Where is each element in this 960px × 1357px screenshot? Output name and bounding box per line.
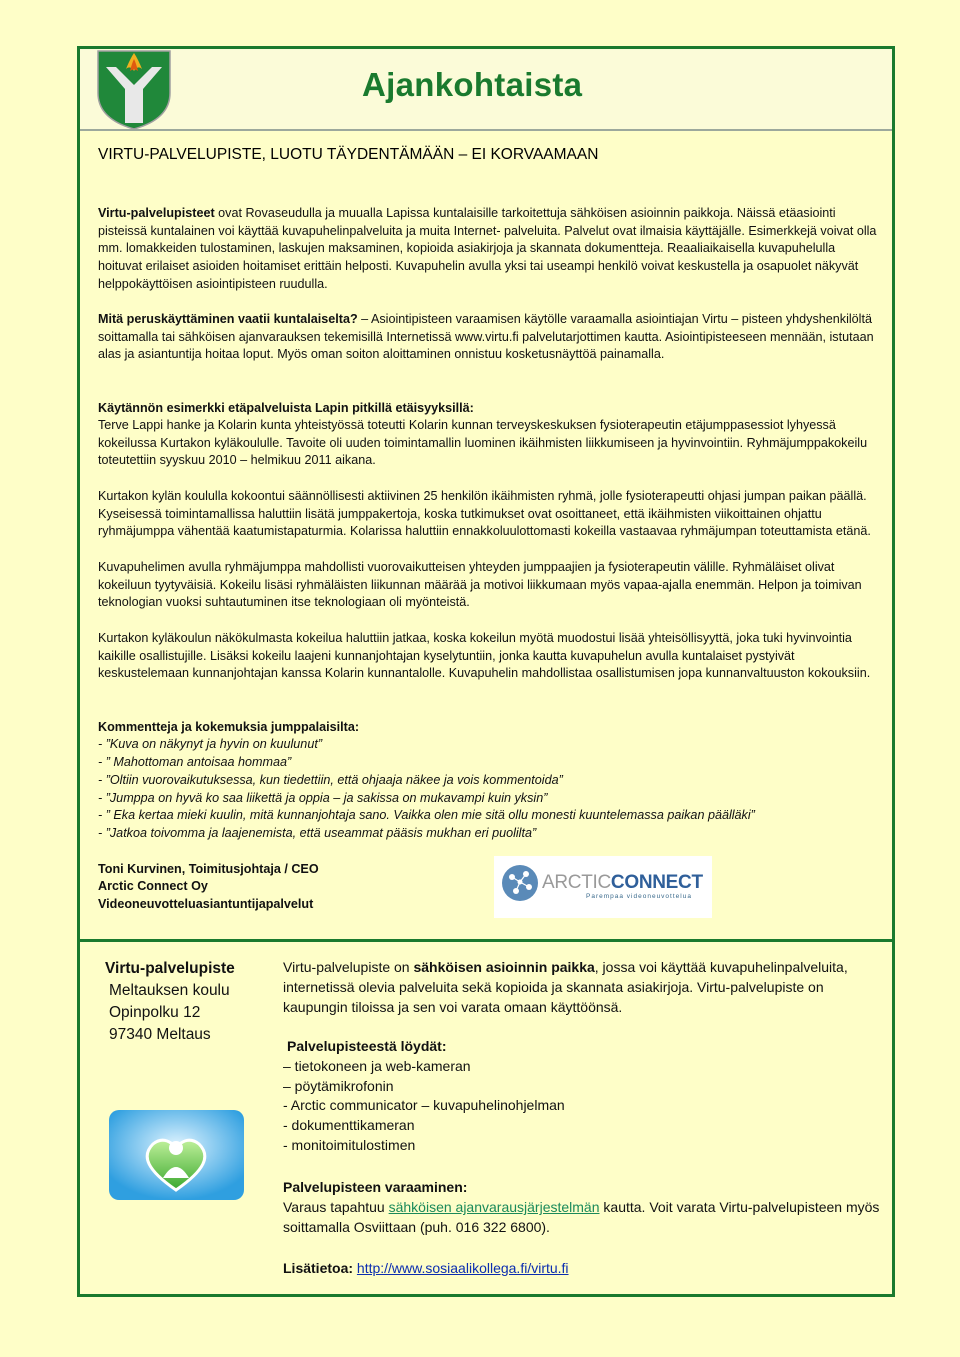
more-info-link[interactable]: http://www.sosiaalikollega.fi/virtu.fi xyxy=(356,1260,569,1276)
article-title: VIRTU-PALVELUPISTE, LUOTU TÄYDENTÄMÄÄN – EI KORVAAMAAN xyxy=(98,146,599,163)
municipality-crest-icon xyxy=(94,49,174,131)
find-item: – pöytämikrofonin xyxy=(283,1078,394,1094)
comment-item: - ” Mahottoman antoisaa hommaa” xyxy=(98,755,292,769)
page-title: Ajankohtaista xyxy=(362,66,583,103)
comment-item: - ”Kuva on näkynyt ja hyvin on kuulunut” xyxy=(98,737,323,751)
intro-lead: Virtu-palvelupisteet xyxy=(98,206,215,220)
video-paragraph: Kuvapuhelimen avulla ryhmäjumppa mahdollisti vuorovaikutteisen yhteyden jumppaajien ja fysioterapeutin välille. Ryhmäläiset olivat kokeiluun tyytyväisiä. Kokeilu lisäsi ryhmäläisten liikunnan määrää ja motivoi liikkumaan myös vapaa-ajalla enemmän. Helpon ja toimivan teknologian vuoksi suhtautuminen itse teknologiaan oli myönteistä. xyxy=(98,560,862,610)
comment-item: - ”Jatkoa toivomma ja laajenemista, että useammat pääsis mukhan eri puolilta” xyxy=(98,826,537,840)
info-description: Virtu-palvelupiste on sähköisen asioinnin paikka, jossa voi käyttää kuvapuhelinpalveluita, internetissä olevia palveluita sekä kopioida ja skannata asiakirjoja. Virtu-palvelupiste on kaupungin tiloissa ja sen voi varata omaan käyttöönsä. xyxy=(283,959,848,1015)
find-item: - monitoimitulostimen xyxy=(283,1137,416,1153)
location-line: 97340 Meltaus xyxy=(109,1026,211,1043)
booking-system-link[interactable]: sähköisen ajanvarausjärjestelmän xyxy=(388,1199,600,1215)
logo-tagline: Parempaa videoneuvottelua xyxy=(586,893,692,900)
intro-text: ovat Rovaseudulla ja muualla Lapissa kuntalaisille tarkoitettuja sähköisen asioinnin paikkoja. Näissä etäasiointi pisteissä kuntalainen voi käyttää kuvapuhelinpalveluita ja muita Internet- palveluita. Palvelut ovat ilmaisia käyttäjälle. Esimerkkejä voivat olla mm. lomakkeiden tulostaminen, laskujen maksaminen, kopioida asiakirjoja ja skannata dokumentteja. Reaaliaikaisella kuvapuhelulla hoituvat erilaiset asioiden hoitamiset erittäin helposti. Kuvapuhelin avulla yksi tai useampi henkilö voivat keskustella ja osapuolet näkyvät helppokäyttöisen asiointipisteen ruudulla. xyxy=(98,206,877,291)
continue-paragraph: Kurtakon kyläkoulun näkökulmasta kokeilua haluttiin jatkaa, koska kokeilun myötä muodostui lisää yhteisöllisyyttä, joka tuki hyvinvointia kaikille osallistujille. Lisäksi kokeilu laajeni kunnanjohtajan kyselytuntiin, jonka kautta kuvapuhelun avulla kuntalaiset pystyivät keskustelemaan kunnanjohtajan kanssa Kolarin kunnantalolle. Kuvapuhelin mahdollistaa osallistumisen jopa kunnanvaltuuston kokouksiin. xyxy=(98,631,871,681)
find-item: - Arctic communicator – kuvapuhelinohjelman xyxy=(283,1097,565,1113)
requirements-paragraph xyxy=(98,311,880,364)
example-heading: Käytännön esimerkki etäpalveluista Lapin pitkillä etäisyyksillä: xyxy=(98,401,474,415)
location-line: Meltauksen koulu xyxy=(109,982,230,999)
intro-paragraph xyxy=(98,205,880,294)
logo-wordmark: ARCTICCONNECT xyxy=(542,872,703,893)
find-item: – tietokoneen ja web-kameran xyxy=(283,1058,471,1074)
comment-item: - ”Jumppa on hyvä ko saa liikettä ja oppia – ja sakissa on mukavampi kuin yksin” xyxy=(98,791,548,805)
comment-item: - ” Eka kertaa mieki kuulin, mitä kunnanjohtaja sano. Vaikka olen mie sitä ollu monesti kuuntelemassa paikan päälläki” xyxy=(98,808,755,822)
network-globe-icon xyxy=(500,863,540,903)
booking-paragraph: Varaus tapahtuu sähköisen ajanvarausjärjestelmän kautta. Voit varata Virtu-palvelupisteen myös soittamalla Osviittaan (puh. 016 322 6800). xyxy=(283,1199,880,1235)
signature-role: Videoneuvotteluasiantuntijapalvelut xyxy=(98,897,314,911)
comments-heading: Kommentteja ja kokemuksia jumppalaisilta: xyxy=(98,720,360,734)
location-line: Opinpolku 12 xyxy=(109,1004,201,1021)
more-info: Lisätietoa: http://www.sosiaalikollega.fi/virtu.fi xyxy=(283,1260,569,1276)
requirements-text: – Asiointipisteen varaamisen käytölle varaamalla asiointiajan Virtu – pisteen yhdyshenkilöltä soittamalla tai sähköisen ajanvarauksen tekemisillä Internetissä www.virtu.fi palvelutarjottimen kautta. Asiointipisteeseen mennään, istutaan alas ja asiantuntija hoitaa loput. Myös oman soiton aloittaminen onnistuu kosketusnäyttöä painamalla. xyxy=(98,312,874,362)
heart-logo-icon xyxy=(107,1108,246,1202)
comment-item: - ”Oltiin vuorovaikutuksessa, kun tiedettiin, että ohjaaja näkee ja vois kommentoida” xyxy=(98,773,563,787)
section-divider xyxy=(80,939,892,942)
requirements-heading: Mitä peruskäyttäminen vaatii kuntalaiselta? xyxy=(98,312,358,326)
signature-name: Toni Kurvinen, Toimitusjohtaja / CEO xyxy=(98,862,319,876)
location-name: Virtu-palvelupiste xyxy=(105,960,235,977)
find-item: - dokumenttikameran xyxy=(283,1117,415,1133)
signature-company: Arctic Connect Oy xyxy=(98,879,208,893)
group-paragraph: Kurtakon kylän koululla kokoontui säännöllisesti aktiivinen 25 henkilön ikäihmisten ryhmä, jolle fysioterapeutti ohjasi jumpan paikan päällä. Kyseisessä toimintamallissa haluttiin lisätä jumppakertoja, koska tutkimukset ovat osoittaneet, että ikäihmisten viikoittainen ohjattu ryhmäjumppa vähentää kaatumistapaturmia. Kolarissa haluttiin ennakkoluulottomasti kokeilla vastaavaa ryhmäjumpan toteuttamista etänä. xyxy=(98,489,871,539)
find-heading: Palvelupisteestä löydät: xyxy=(287,1038,447,1054)
booking-heading: Palvelupisteen varaaminen: xyxy=(283,1179,468,1195)
example-paragraph: Terve Lappi hanke ja Kolarin kunta yhteistyössä toteutti Kolarin kunnan terveyskeskuksen fysioterapeutin etäjumppasessiot lyhyessä kokeilussa Kurtakon kyläkoululle. Tavoite oli uuden toimintamallin luominen ikäihmisten liikkumiseen ja hyvinvointiin. Ryhmäjumppakokeilu toteutettiin syyskuu 2010 – helmikuu 2011 aikana. xyxy=(98,418,868,468)
